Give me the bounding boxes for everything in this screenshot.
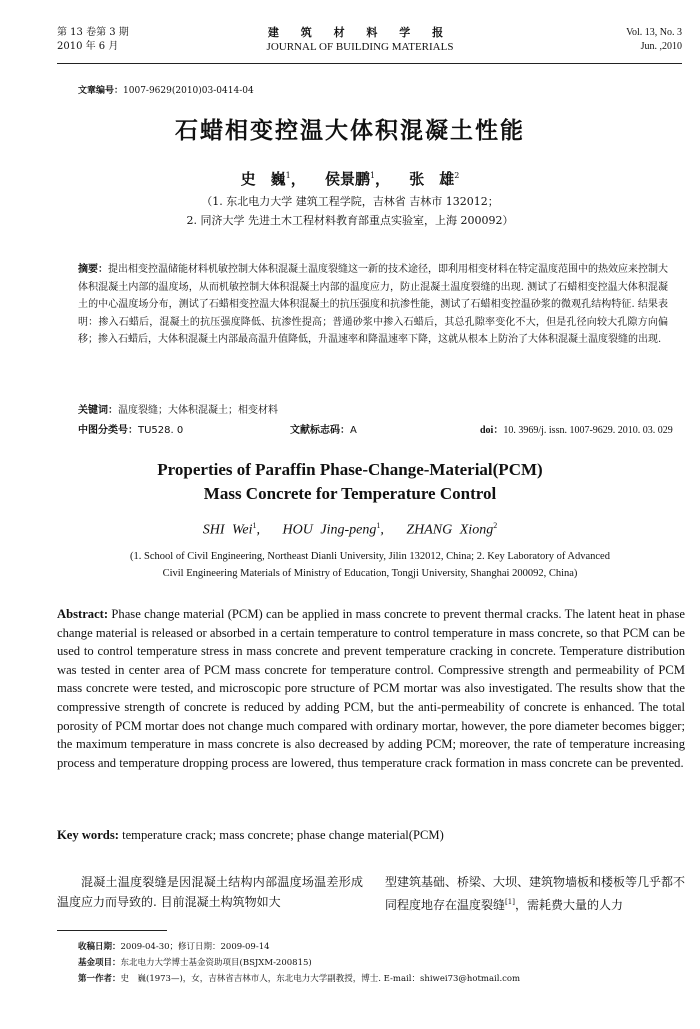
author-affiliation-mark: 2 xyxy=(493,521,498,530)
keywords-cn-text: 温度裂缝；大体积混凝土；相变材料 xyxy=(118,405,278,416)
footnote-label: 第一作者： xyxy=(78,974,121,984)
author-affiliation-mark: 1 xyxy=(369,171,376,180)
footnotes xyxy=(78,939,678,987)
author-cn: 侯景鹏 xyxy=(324,170,370,188)
abstract-cn xyxy=(78,261,668,349)
doi-label: doi： xyxy=(480,425,504,436)
volume-issue-cn: 第 13 卷第 3 期 xyxy=(57,27,129,38)
footnote-label: 收稿日期： xyxy=(78,942,121,952)
date-cn: 2010 年 6 月 xyxy=(57,41,119,52)
paper-title-en xyxy=(0,458,700,506)
body-text: 型建筑基础、桥梁、大坝、建筑物墙板和楼板等几乎都不同程度地存在温度裂缝 xyxy=(385,875,686,912)
affiliations-cn xyxy=(0,192,700,230)
author-en: SHI Wei xyxy=(202,522,253,538)
keywords-en xyxy=(57,828,444,843)
citation-reference[interactable]: [1] xyxy=(505,898,515,906)
abstract-cn-label: 摘要： xyxy=(78,264,108,275)
footnote-received xyxy=(78,939,678,955)
header-divider xyxy=(57,63,682,64)
author-en: HOU Jing-peng xyxy=(282,522,377,538)
article-number-value: 1007-9629(2010)03-0414-04 xyxy=(123,86,254,96)
clc-number xyxy=(78,421,183,436)
affiliation-line: （1. 东北电力大学 建筑工程学院，吉林省 吉林市 132012； xyxy=(201,195,499,208)
document-code-value: A xyxy=(350,425,357,436)
affiliation-line: 2. 同济大学 先进土木工程材料教育部重点实验室，上海 200092） xyxy=(186,214,514,227)
author-affiliation-mark: 2 xyxy=(454,171,460,180)
abstract-en xyxy=(57,605,685,772)
clc-label: 中图分类号： xyxy=(78,425,138,436)
keywords-en-label: Key words: xyxy=(57,828,119,842)
journal-issue xyxy=(57,26,129,54)
volume-issue-en: Vol. 13, No. 3 xyxy=(626,27,682,38)
footnote-text: 史 巍(1973—)，女，吉林省吉林市人，东北电力大学副教授，博士. E-mail：shiwei73@hotmail.com xyxy=(120,974,521,984)
article-number-label: 文章编号： xyxy=(78,86,124,96)
title-en-line: Properties of Paraffin Phase-Change-Material(PCM) xyxy=(157,460,543,479)
journal-volume-en xyxy=(626,26,682,54)
journal-name xyxy=(200,26,520,54)
paper-title-cn: 石蜡相变控温大体积混凝土性能 xyxy=(175,118,525,144)
article-number xyxy=(78,83,254,96)
footnote-funding xyxy=(78,955,678,971)
author-affiliation-mark: 1 xyxy=(376,521,381,530)
body-text: ，需耗费大量的人力 xyxy=(514,898,623,912)
doi-value: 10. 3969/j. issn. 1007-9629. 2010. 03. 029 xyxy=(503,425,673,436)
authors-cn: 史 巍$^1$， 侯景鹏$^1$， 张 雄$^2$ xyxy=(240,170,460,188)
authors-en: SHI Wei$^1$, HOU Jing-peng$^1$, ZHANG Xiong$^2$ xyxy=(202,521,498,538)
keywords-en-text: temperature crack; mass concrete; phase change material(PCM) xyxy=(122,828,444,842)
affiliation-line: Civil Engineering Materials of Ministry of Education, Tongji University, Shanghai 200092, China) xyxy=(162,568,578,579)
keywords-cn xyxy=(78,401,278,416)
abstract-cn-text: 提出相变控温储能材料机敏控制大体积混凝土温度裂缝这一新的技术途径，即利用相变材料在特定温度范围中的热效应来控制大体积混凝土内部的温度场，从而机敏控制大体积混凝土内部的温度应力，防止混凝土温度裂缝的出现. 测试了石蜡相变控温大体积混凝土的中心温度场分布，测试了石蜡相变控温大体积混凝土的抗压强度和抗渗性能，测试了石蜡相变控温砂浆的微观孔结构特征. 结果表明：掺入石蜡后，混凝土的抗压强度降低、抗渗性提高；普通砂浆中掺入石蜡后，其总孔隙率变化不大，但是孔径向较大孔隙方向偏移；掺入石蜡后，大体积混凝土内部最高温升值降低，升温速率和降温速率下降，这就从根本上防治了大体积混凝土温度裂缝的出现. xyxy=(78,264,668,345)
author-cn: 史 巍 xyxy=(240,170,286,188)
date-en: Jun. ,2010 xyxy=(640,41,682,52)
author-en: ZHANG Xiong xyxy=(406,522,494,538)
footnote-divider xyxy=(57,930,167,931)
footnote-label: 基金项目： xyxy=(78,958,121,968)
affiliation-line: (1. School of Civil Engineering, Northeast Dianli University, Jilin 132012, China; 2. Key Laboratory of Advanced xyxy=(130,551,610,562)
author-cn: 张 雄 xyxy=(409,170,455,188)
keywords-cn-label: 关键词： xyxy=(78,405,118,416)
body-text-right-column xyxy=(385,872,685,915)
footnote-text: 东北电力大学博士基金资助项目(BSJXM-200815) xyxy=(120,958,312,968)
doi xyxy=(480,421,673,436)
body-text-left-column: 混凝土温度裂缝是因混凝土结构内部温度场温差形成温度应力而导致的. 目前混凝土构筑物如大 xyxy=(57,875,363,909)
title-en-line: Mass Concrete for Temperature Control xyxy=(203,484,497,503)
author-affiliation-mark: 1 xyxy=(252,521,257,530)
author-affiliation-mark: 1 xyxy=(285,171,291,180)
footnote-text: 2009-04-30；修订日期：2009-09-14 xyxy=(120,942,270,952)
clc-value: TU528. 0 xyxy=(138,425,184,436)
abstract-en-label: Abstract: xyxy=(57,607,109,621)
document-code-label: 文献标志码： xyxy=(290,425,350,436)
footnote-first-author xyxy=(78,971,678,987)
journal-name-en: JOURNAL OF BUILDING MATERIALS xyxy=(266,41,454,53)
journal-name-cn: 建 筑 材 料 学 报 xyxy=(267,26,453,39)
abstract-en-text: Phase change material (PCM) can be applied in mass concrete to prevent thermal cracks. The latent heat in phase change material is released or absorbed in a certain temperature to control temperature in mass concrete, so that PCM can be used to control temperature stress in mass concrete and prevent temperature cracking in concrete. Temperature distribution was tested in center area of PCM mass concrete for temperature control. Compressive strength and permeability of PCM mass concrete were tested, and microscopic pore structure of PCM mortar was also investigated. The results show that the compressive strength of concrete is reduced by adding PCM, but the anti-permeability of concrete is enhanced. The total porosity of PCM mortar does not change much compared with ordinary mortar, however, the pore diameter becomes bigger; the maximum temperature in mass concrete is also decreased by adding PCM; moreover, the rate of temperature increasing process and temperature dropping process are lowered, thus temperature crack formation in mass concrete can be prevented. xyxy=(57,607,685,770)
affiliations-en xyxy=(50,548,690,582)
document-code xyxy=(290,421,357,436)
